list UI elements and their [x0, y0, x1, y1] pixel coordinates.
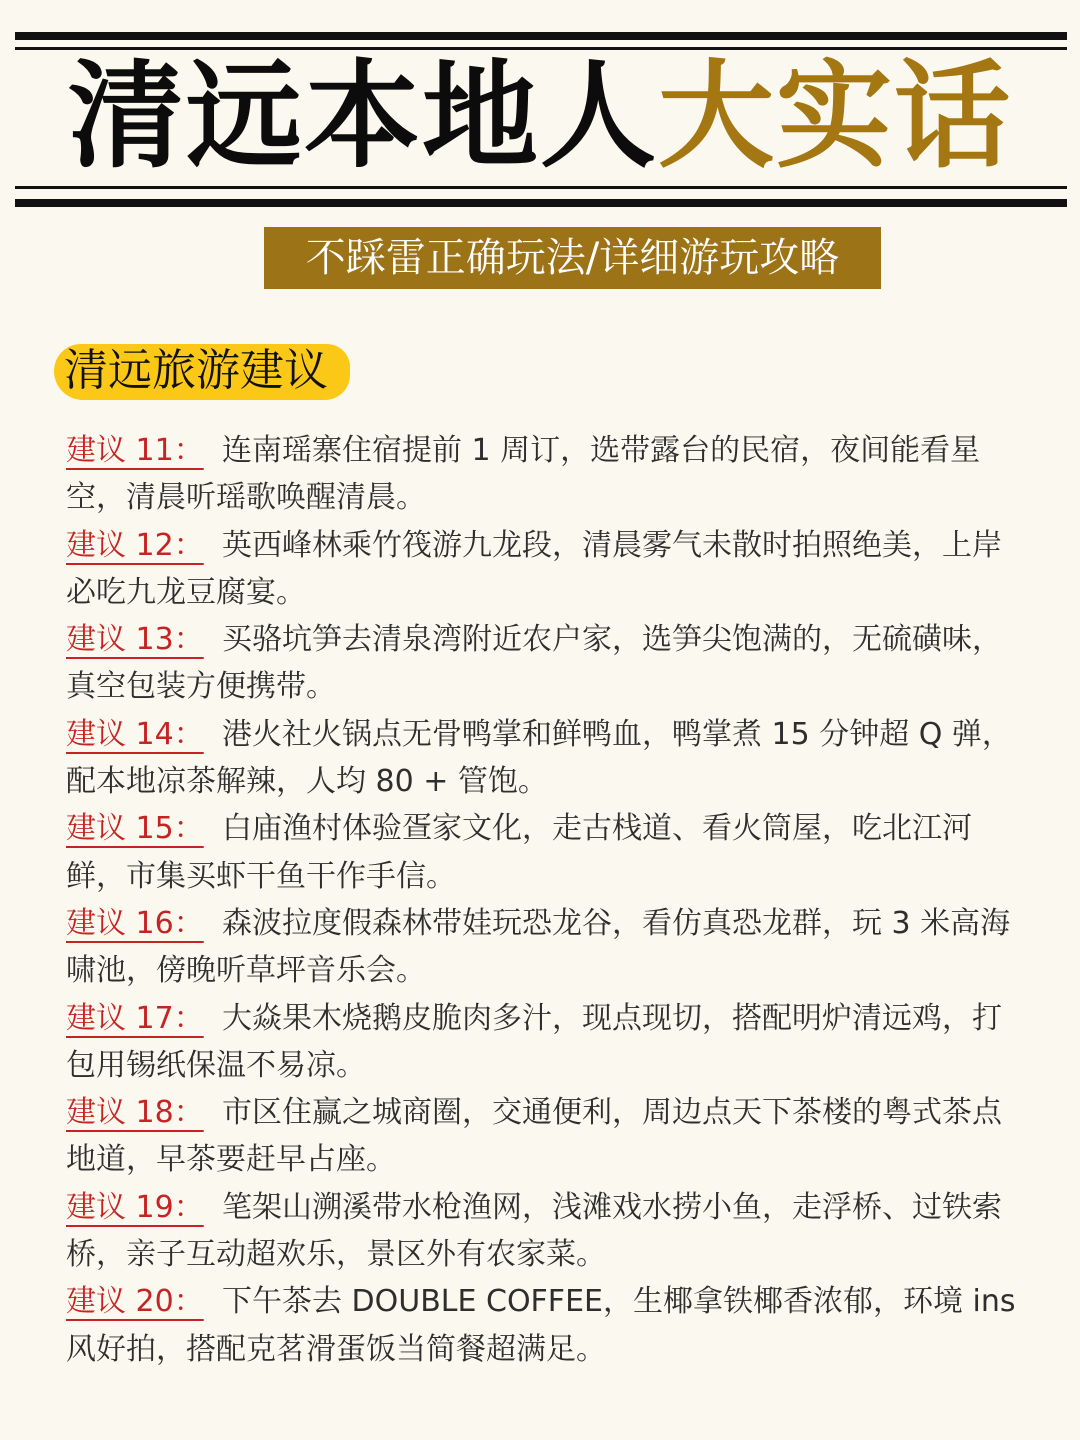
list-item — [66, 616, 1026, 711]
tip-text: 下午茶去 DOUBLE COFFEE，生椰拿铁椰香浓郁，环境 ins 风好拍，搭配克茗滑蛋饭当简餐超满足。 — [66, 1284, 1016, 1367]
list-item — [66, 900, 1026, 995]
tip-label: 建议 20： — [66, 1284, 204, 1320]
tip-text: 森波拉度假森林带娃玩恐龙谷，看仿真恐龙群，玩 3 米高海啸池，傍晚听草坪音乐会。 — [66, 905, 1011, 989]
tip-text: 港火社火锅点无骨鸭掌和鲜鸭血，鸭掌煮 15 分钟超 Q 弹，配本地凉茶解辣，人均 80 + 管饱。 — [66, 716, 1012, 800]
tip-text: 买骆坑笋去清泉湾附近农户家，选笋尖饱满的，无硫磺味，真空包装方便携带。 — [66, 622, 1002, 705]
tip-label: 建议 11： — [66, 433, 204, 468]
tip-label: 建议 16： — [66, 905, 204, 941]
tip-text: 白庙渔村体验疍家文化，走古栈道、看火筒屋，吃北江河鲜，市集买虾干鱼干作手信。 — [66, 811, 972, 894]
list-item — [66, 522, 1026, 617]
tip-label: 建议 18： — [66, 1095, 204, 1131]
list-item — [66, 427, 1026, 522]
top-thick-rule — [15, 32, 1067, 40]
tips-list — [66, 427, 1026, 1373]
tip-label: 建议 14： — [66, 716, 204, 752]
tip-text: 英西峰林乘竹筏游九龙段，清晨雾气未散时拍照绝美，上岸必吃九龙豆腐宴。 — [66, 527, 1002, 610]
bottom-thin-rule — [15, 186, 1067, 189]
list-item — [66, 995, 1026, 1090]
list-item — [66, 1184, 1026, 1279]
title-dark-part: 清远本地人 — [68, 49, 658, 184]
bottom-thick-rule — [15, 199, 1067, 207]
tip-label: 建议 15： — [66, 811, 204, 847]
tip-text: 市区住赢之城商圈，交通便利，周边点天下茶楼的粤式茶点地道，早茶要赶早占座。 — [66, 1095, 1002, 1178]
list-item — [66, 711, 1026, 806]
tip-text: 笔架山溯溪带水枪渔网，浅滩戏水捞小鱼，走浮桥、过铁索桥，亲子互动超欢乐，景区外有农家菜。 — [66, 1189, 1002, 1273]
list-item — [66, 805, 1026, 900]
tip-label: 建议 12： — [66, 527, 204, 563]
section-heading — [60, 340, 334, 402]
subtitle-banner: 不踩雷正确玩法/详细游玩攻略 — [264, 227, 881, 289]
tip-text: 大焱果木烧鹅皮脆肉多汁，现点现切，搭配明炉清远鸡，打包用锡纸保温不易凉。 — [66, 1000, 1002, 1083]
section-heading-text: 清远旅游建议 — [64, 345, 328, 396]
page-title — [0, 48, 1080, 186]
list-item — [66, 1278, 1026, 1373]
list-item — [66, 1089, 1026, 1184]
tip-text: 连南瑶寨住宿提前 1 周订，选带露台的民宿，夜间能看星空，清晨听瑶歌唤醒清晨。 — [66, 433, 981, 516]
title-gold-part: 大实话 — [658, 49, 1012, 184]
tip-label: 建议 19： — [66, 1189, 204, 1225]
tip-label: 建议 13： — [66, 622, 204, 658]
tip-label: 建议 17： — [66, 1000, 204, 1036]
